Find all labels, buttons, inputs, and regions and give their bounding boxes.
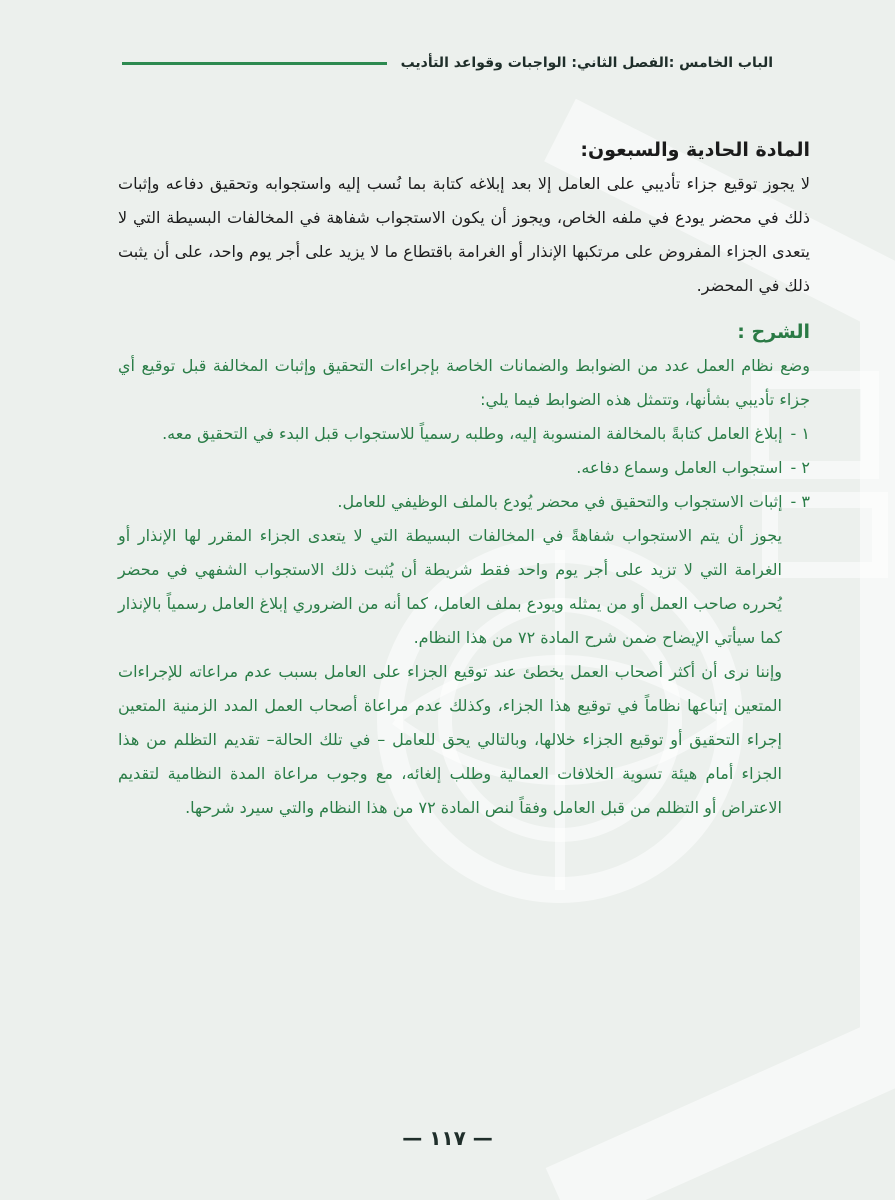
article-heading: المادة الحادية والسبعون: bbox=[580, 139, 810, 161]
article-text: لا يجوز توقيع جزاء تأديبي على العامل إلا بعد إبلاغه كتابة بما نُسب إليه واستجوابه وتحقيق دفاعه وإثبات ذلك في محضر يودع في ملفه الخاص، ويجوز أن يكون الاستجواب شفاهة في المخالفات البسيطة التي لا يتعدى الجزاء المفروض على مرتكبها الإنذار أو الغرامة باقتطاع ما لا يزيد على أجر يوم واحد، على أن يثبت ذلك في المحضر. bbox=[118, 174, 810, 295]
list-item bbox=[118, 417, 810, 451]
conditions-list bbox=[118, 417, 810, 519]
page-content bbox=[118, 133, 810, 825]
explanation-intro: وضع نظام العمل عدد من الضوابط والضمانات الخاصة بإجراءات التحقيق وإثبات المخالفة قبل توقيع أي جزاء تأديبي بشأنها، وتتمثل هذه الضوابط فيما يلي: bbox=[118, 356, 810, 409]
list-item-number: ٢ - bbox=[790, 458, 810, 477]
list-item-text: إبلاغ العامل كتابةً بالمخالفة المنسوبة إليه، وطلبه رسمياً للاستجواب قبل البدء في التحقيق معه. bbox=[162, 424, 783, 443]
explanation-heading: الشرح : bbox=[737, 321, 810, 343]
list-item bbox=[118, 451, 810, 485]
chapter-title: الباب الخامس :الفصل الثاني: الواجبات وقواعد التأديب bbox=[400, 55, 773, 71]
explanation-paragraph-oral-interrogation: يجوز أن يتم الاستجواب شفاهةً في المخالفات البسيطة التي لا يتعدى الجزاء المقرر لها الإنذار أو الغرامة التي لا تزيد على أجر يوم واحد فقط شريطة أن يُثبت ذلك الاستجواب الشفهي في محضر يُحرره صاحب العمل أو من يمثله ويودع بملف العامل، كما أنه من الضروري إبلاغ العامل رسمياً بالإنذار كما سيأتي الإيضاح ضمن شرح المادة ٧٢ من هذا النظام. bbox=[118, 526, 782, 647]
list-item-text: استجواب العامل وسماع دفاعه. bbox=[576, 458, 783, 477]
list-item-text: إثبات الاستجواب والتحقيق في محضر يُودع بالملف الوظيفي للعامل. bbox=[337, 492, 783, 511]
header-rule bbox=[122, 62, 387, 65]
page-header bbox=[122, 50, 773, 76]
list-item-number: ٣ - bbox=[790, 492, 810, 511]
list-item bbox=[118, 485, 810, 519]
explanation-paragraph-employer-errors: وإننا نرى أن أكثر أصحاب العمل يخطئ عند توقيع الجزاء على العامل بسبب عدم مراعاته للإجراءات المتعين إتباعها نظاماً في توقيع هذا الجزاء، وكذلك عدم مراعاة أصحاب العمل المدد الزمنية المتعين إجراء التحقيق أو توقيع الجزاء خلالها، وبالتالي يحق للعامل – في تلك الحالة– تقديم التظلم من هذا الجزاء أمام هيئة تسوية الخلافات العمالية وطلب إلغائه، مع وجوب مراعاة المدة النظامية لتقديم الاعتراض أو التظلم من قبل العامل وفقاً لنص المادة ٧٢ من هذا النظام والتي سيرد شرحها. bbox=[118, 662, 782, 817]
list-item-number: ١ - bbox=[790, 424, 810, 443]
page-number: — ١١٧ — bbox=[402, 1126, 493, 1150]
